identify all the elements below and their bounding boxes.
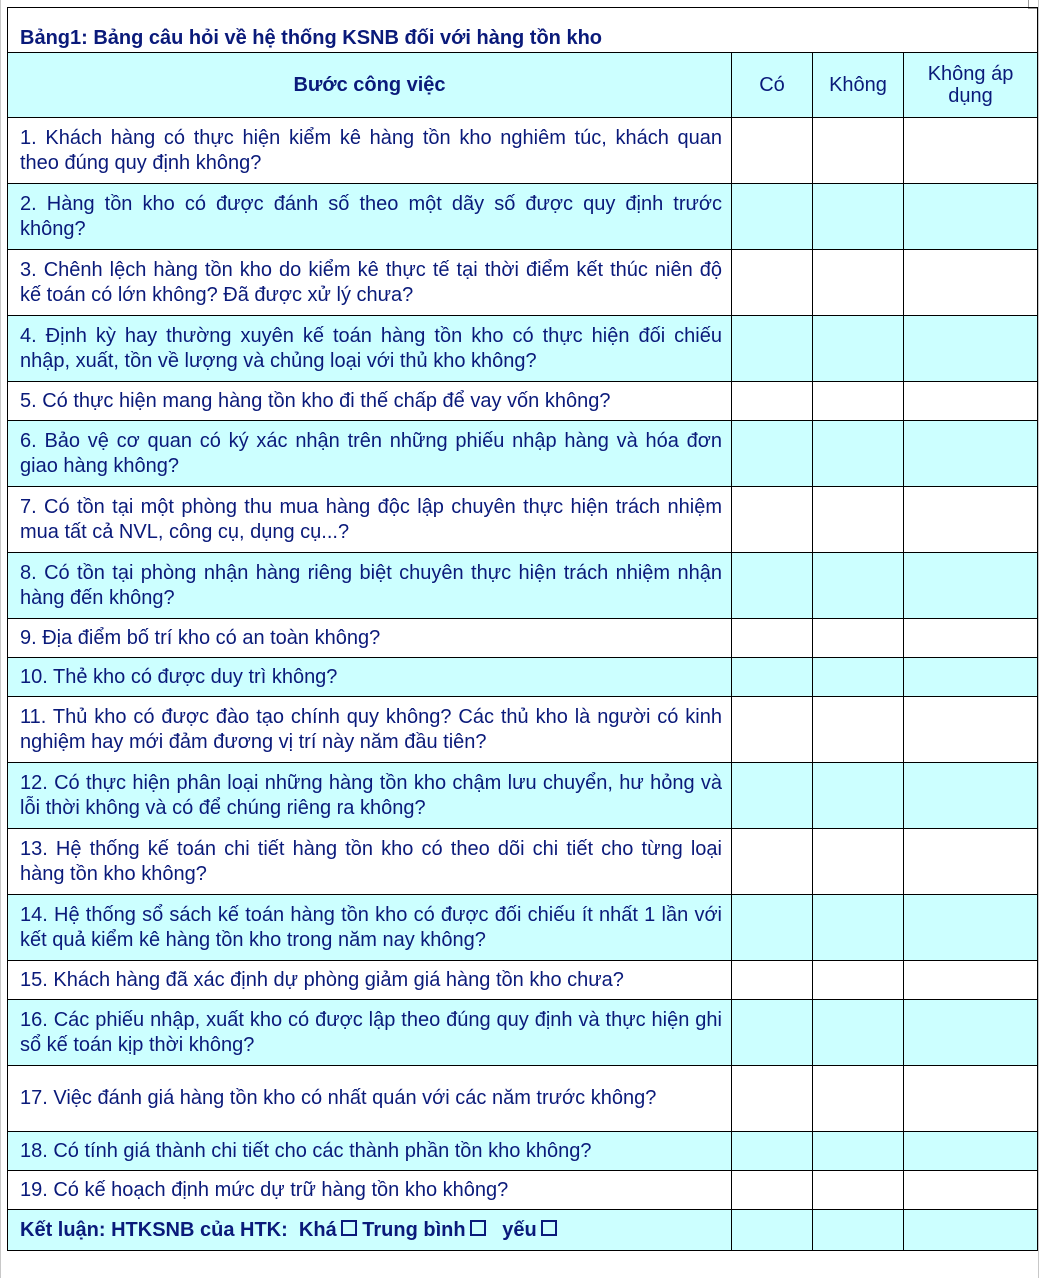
question-text: 17. Việc đánh giá hàng tồn kho có nhất quán với các năm trước không?: [8, 1066, 732, 1132]
inventory-control-questionnaire-table: [7, 7, 1038, 1251]
question-text: 15. Khách hàng đã xác định dự phòng giảm giá hàng tồn kho chưa?: [8, 961, 732, 1000]
answer-no-cell[interactable]: [813, 316, 904, 382]
question-row: [8, 895, 1038, 961]
question-text: 18. Có tính giá thành chi tiết cho các thành phần tồn kho không?: [8, 1132, 732, 1171]
answer-na-cell[interactable]: [904, 316, 1038, 382]
answer-yes-cell[interactable]: [732, 1171, 813, 1210]
answer-yes-cell[interactable]: [732, 487, 813, 553]
header-row: [8, 53, 1038, 118]
question-row: [8, 553, 1038, 619]
question-row: [8, 697, 1038, 763]
question-row: [8, 763, 1038, 829]
question-text: 4. Định kỳ hay thường xuyên kế toán hàng tồn kho có thực hiện đối chiếu nhập, xuất, tồn về lượng và chủng loại với thủ kho không?: [8, 316, 732, 382]
question-row: [8, 1132, 1038, 1171]
conclusion-empty-cell: [732, 1210, 813, 1251]
checkbox-trung-binh[interactable]: [470, 1220, 486, 1236]
question-row: [8, 829, 1038, 895]
question-row: [8, 1171, 1038, 1210]
question-text: 10. Thẻ kho có được duy trì không?: [8, 658, 732, 697]
question-text: 11. Thủ kho có được đào tạo chính quy không? Các thủ kho là người có kinh nghiệm hay mới đảm đương vị trí này năm đầu tiên?: [8, 697, 732, 763]
conclusion-label: Kết luận: HTKSNB của HTK:: [20, 1218, 288, 1241]
title-row: [8, 8, 1038, 53]
page-edge-right: [1038, 0, 1039, 1278]
answer-na-cell[interactable]: [904, 553, 1038, 619]
answer-na-cell[interactable]: [904, 697, 1038, 763]
question-row: [8, 619, 1038, 658]
answer-yes-cell[interactable]: [732, 1132, 813, 1171]
question-text: 13. Hệ thống kế toán chi tiết hàng tồn kho có theo dõi chi tiết cho từng loại hàng tồn kho không?: [8, 829, 732, 895]
question-row: [8, 1000, 1038, 1066]
question-text: 7. Có tồn tại một phòng thu mua hàng độc lập chuyên thực hiện trách nhiệm mua tất cả NVL, công cụ, dụng cụ...?: [8, 487, 732, 553]
answer-yes-cell[interactable]: [732, 1000, 813, 1066]
answer-no-cell[interactable]: [813, 1132, 904, 1171]
answer-no-cell[interactable]: [813, 697, 904, 763]
answer-na-cell[interactable]: [904, 1000, 1038, 1066]
conclusion-option-kha: Khá: [298, 1218, 337, 1241]
question-row: [8, 316, 1038, 382]
answer-no-cell[interactable]: [813, 961, 904, 1000]
header-step: Bước công việc: [8, 53, 732, 118]
page-edge-left: [0, 0, 1, 1278]
answer-na-cell[interactable]: [904, 658, 1038, 697]
header-no: Không: [813, 53, 904, 118]
checkbox-kha[interactable]: [341, 1220, 357, 1236]
question-row: [8, 118, 1038, 184]
answer-na-cell[interactable]: [904, 184, 1038, 250]
answer-na-cell[interactable]: [904, 1132, 1038, 1171]
answer-na-cell[interactable]: [904, 382, 1038, 421]
answer-yes-cell[interactable]: [732, 697, 813, 763]
answer-na-cell[interactable]: [904, 619, 1038, 658]
header-yes: Có: [732, 53, 813, 118]
answer-na-cell[interactable]: [904, 763, 1038, 829]
answer-na-cell[interactable]: [904, 421, 1038, 487]
header-na-line1: Không áp: [927, 63, 1014, 85]
answer-yes-cell[interactable]: [732, 382, 813, 421]
question-text: 1. Khách hàng có thực hiện kiểm kê hàng tồn kho nghiêm túc, khách quan theo đúng quy định không?: [8, 118, 732, 184]
answer-yes-cell[interactable]: [732, 1066, 813, 1132]
question-text: 12. Có thực hiện phân loại những hàng tồn kho chậm lưu chuyển, hư hỏng và lỗi thời không và có để chúng riêng ra không?: [8, 763, 732, 829]
answer-yes-cell[interactable]: [732, 553, 813, 619]
answer-na-cell[interactable]: [904, 118, 1038, 184]
answer-yes-cell[interactable]: [732, 118, 813, 184]
question-text: 14. Hệ thống sổ sách kế toán hàng tồn kho có được đối chiếu ít nhất 1 lần với kết quả kiểm kê hàng tồn kho trong năm nay không?: [8, 895, 732, 961]
answer-yes-cell[interactable]: [732, 619, 813, 658]
answer-no-cell[interactable]: [813, 487, 904, 553]
answer-yes-cell[interactable]: [732, 421, 813, 487]
answer-no-cell[interactable]: [813, 382, 904, 421]
answer-no-cell[interactable]: [813, 250, 904, 316]
question-row: [8, 487, 1038, 553]
answer-no-cell[interactable]: [813, 763, 904, 829]
question-row: [8, 421, 1038, 487]
question-row: [8, 1066, 1038, 1132]
answer-no-cell[interactable]: [813, 118, 904, 184]
answer-yes-cell[interactable]: [732, 658, 813, 697]
checkbox-yeu[interactable]: [541, 1220, 557, 1236]
answer-na-cell[interactable]: [904, 1171, 1038, 1210]
answer-yes-cell[interactable]: [732, 829, 813, 895]
conclusion-option-yeu: yếu: [502, 1218, 537, 1241]
answer-no-cell[interactable]: [813, 1000, 904, 1066]
answer-yes-cell[interactable]: [732, 763, 813, 829]
answer-no-cell[interactable]: [813, 1066, 904, 1132]
header-na-line2: dụng: [948, 85, 993, 107]
header-not-applicable: [904, 53, 1038, 118]
question-row: [8, 658, 1038, 697]
answer-yes-cell[interactable]: [732, 184, 813, 250]
answer-yes-cell[interactable]: [732, 895, 813, 961]
conclusion-option-trung-binh: Trung bình: [362, 1218, 466, 1241]
answer-no-cell[interactable]: [813, 895, 904, 961]
answer-no-cell[interactable]: [813, 619, 904, 658]
answer-na-cell[interactable]: [904, 961, 1038, 1000]
question-text: 5. Có thực hiện mang hàng tồn kho đi thế chấp để vay vốn không?: [8, 382, 732, 421]
answer-na-cell[interactable]: [904, 829, 1038, 895]
answer-na-cell[interactable]: [904, 487, 1038, 553]
question-text: 16. Các phiếu nhập, xuất kho có được lập theo đúng quy định và thực hiện ghi sổ kế toán kịp thời không?: [8, 1000, 732, 1066]
answer-no-cell[interactable]: [813, 658, 904, 697]
question-text: 9. Địa điểm bố trí kho có an toàn không?: [8, 619, 732, 658]
question-text: 3. Chênh lệch hàng tồn kho do kiểm kê thực tế tại thời điểm kết thúc niên độ kế toán có lớn không? Đã được xử lý chưa?: [8, 250, 732, 316]
answer-na-cell[interactable]: [904, 1066, 1038, 1132]
answer-na-cell[interactable]: [904, 895, 1038, 961]
conclusion-empty-cell: [813, 1210, 904, 1251]
table-title: Bảng1: Bảng câu hỏi về hệ thống KSNB đối với hàng tồn kho: [8, 8, 1038, 53]
question-text: 8. Có tồn tại phòng nhận hàng riêng biệt chuyên thực hiện trách nhiệm nhận hàng đến không?: [8, 553, 732, 619]
question-text: 6. Bảo vệ cơ quan có ký xác nhận trên những phiếu nhập hàng và hóa đơn giao hàng không?: [8, 421, 732, 487]
answer-no-cell[interactable]: [813, 184, 904, 250]
question-text: 19. Có kế hoạch định mức dự trữ hàng tồn kho không?: [8, 1171, 732, 1210]
answer-yes-cell[interactable]: [732, 316, 813, 382]
question-row: [8, 961, 1038, 1000]
question-text: 2. Hàng tồn kho có được đánh số theo một dãy số được quy định trước không?: [8, 184, 732, 250]
answer-no-cell[interactable]: [813, 1171, 904, 1210]
answer-no-cell[interactable]: [813, 421, 904, 487]
answer-no-cell[interactable]: [813, 829, 904, 895]
question-row: [8, 382, 1038, 421]
conclusion-row: [8, 1210, 1038, 1251]
conclusion-cell: [8, 1210, 732, 1251]
question-row: [8, 250, 1038, 316]
answer-na-cell[interactable]: [904, 250, 1038, 316]
answer-no-cell[interactable]: [813, 553, 904, 619]
answer-yes-cell[interactable]: [732, 250, 813, 316]
answer-yes-cell[interactable]: [732, 961, 813, 1000]
question-row: [8, 184, 1038, 250]
conclusion-empty-cell: [904, 1210, 1038, 1251]
